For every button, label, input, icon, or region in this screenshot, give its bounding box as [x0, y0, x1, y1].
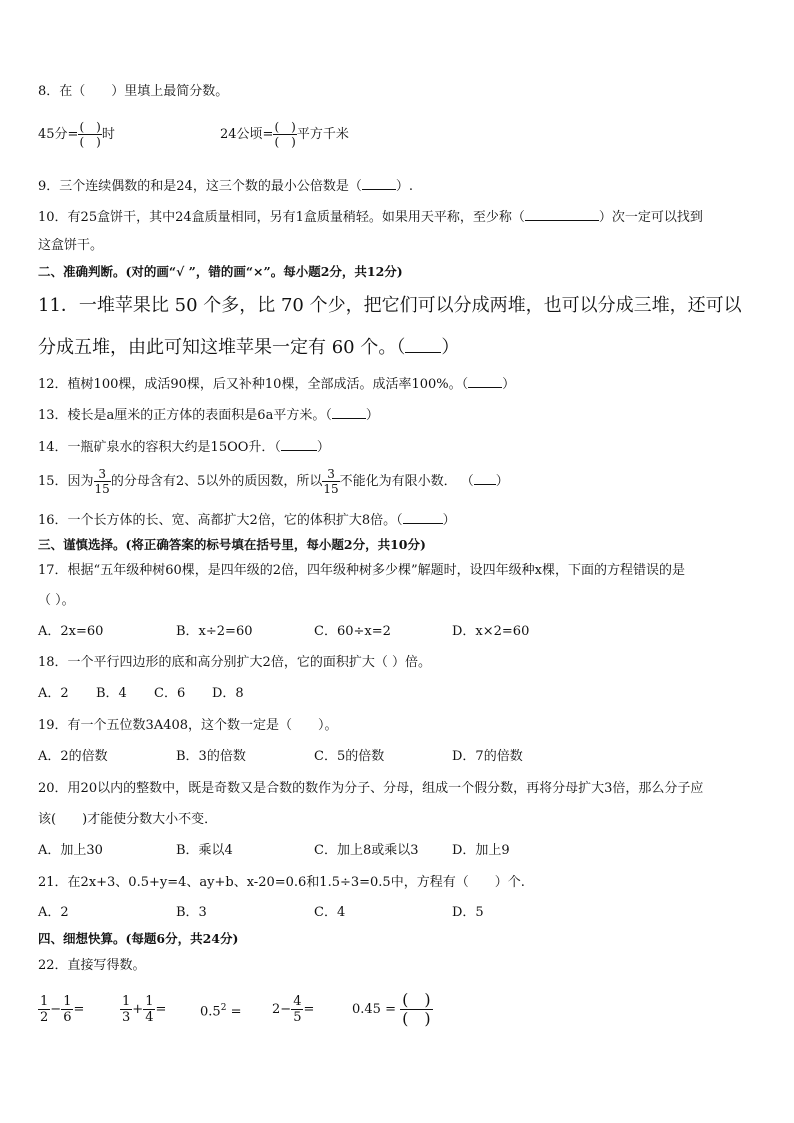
q18-option-a[interactable]: A．2 — [38, 686, 69, 701]
q11-line2: 分成五堆，由此可知这堆苹果一定有 60 个。（ ） — [38, 337, 460, 358]
q18-option-d[interactable]: D．8 — [212, 686, 244, 701]
q21-option-b[interactable]: B．3 — [176, 905, 207, 920]
q13: 13．棱长是a厘米的正方体的表面积是6a平方米。（ ） — [38, 405, 379, 425]
q20-option-d[interactable]: D．加上9 — [452, 843, 510, 858]
q17-line1: 17．根据“五年级种树60棵，是四年级的2倍，四年级种树多少棵”解题时，设四年级种x棵，下面的方程错误的是 — [38, 563, 685, 578]
q8-a-fraction[interactable]: $\frac{( )}{( )}$ — [79, 120, 101, 149]
q19-option-b[interactable]: B．3的倍数 — [176, 749, 246, 764]
q13-answer-blank[interactable] — [332, 405, 366, 419]
q15-fraction-2: $\frac{3}{15}$ — [323, 467, 339, 496]
section-4-heading: 四、细想快算。(每题6分，共24分) — [38, 931, 239, 946]
q9: 9．三个连续偶数的和是24，这三个数的最小公倍数是（ ）. — [38, 176, 413, 196]
q12: 12．植树100棵，成活90棵，后又补种10棵，全部成活。成活率100%。（ ） — [38, 374, 515, 394]
q8-b-left: 24公顷= — [220, 127, 274, 142]
q22-expr-4: 2− $\frac{4}{5}$ = — [272, 994, 315, 1025]
q10-line1: 10．有25盒饼干，其中24盒质量相同，另有1盒质量稍轻。如果用天平称，至少称（ ）次一定可以找到 — [38, 207, 703, 227]
q20-option-b[interactable]: B．乘以4 — [176, 843, 233, 858]
q15-answer-blank[interactable] — [474, 471, 496, 485]
q8-a-right: 时 — [101, 127, 115, 142]
q12-answer-blank[interactable] — [468, 374, 502, 388]
q16: 16．一个长方体的长、宽、高都扩大2倍，它的体积扩大8倍。（ ） — [38, 510, 456, 530]
q17-line2: （ ）。 — [38, 593, 75, 608]
q8-part-a — [38, 121, 115, 148]
q9-answer-blank[interactable] — [362, 176, 396, 190]
q19: 19．有一个五位数3A408，这个数一定是（ ）。 — [38, 718, 338, 733]
section-3-heading: 三、谨慎选择。(将正确答案的标号填在括号里，每小题2分，共10分) — [38, 537, 426, 552]
q8-part-b — [220, 121, 349, 148]
q21: 21．在2x+3、0.5+y=4、ay+b、x-20=0.6和1.5÷3=0.5中，方程有（ ）个. — [38, 875, 525, 890]
q22-stem: 22．直接写得数。 — [38, 958, 146, 973]
q17-option-d[interactable]: D．x×2=60 — [452, 624, 530, 639]
q20-option-a[interactable]: A．加上30 — [38, 843, 103, 858]
q17-option-c[interactable]: C．60÷x=2 — [314, 624, 391, 639]
q18-option-c[interactable]: C．6 — [154, 686, 186, 701]
q17-option-b[interactable]: B．x÷2=60 — [176, 624, 253, 639]
q8-b-fraction[interactable]: $\frac{( )}{( )}$ — [274, 120, 296, 149]
q19-option-d[interactable]: D．7的倍数 — [452, 749, 523, 764]
q17-option-a[interactable]: A．2x=60 — [38, 624, 104, 639]
q20-line1: 20．用20以内的整数中，既是奇数又是合数的数作为分子、分母，组成一个假分数，再将分母扩大3倍，那么分子应 — [38, 781, 704, 796]
q21-option-d[interactable]: D．5 — [452, 905, 484, 920]
q16-answer-blank[interactable] — [403, 510, 443, 524]
q22-answer-fraction[interactable]: $\frac{( )}{( )}$ — [402, 990, 431, 1028]
q15: 15．因为 $\frac{3}{15}$ 的分母含有2、5以外的质因数，所以 $\frac{3}{15}$ 不能化为有限小数． （ ） — [38, 467, 509, 496]
q11-answer-blank[interactable] — [405, 335, 441, 353]
q15-fraction-1: $\frac{3}{15}$ — [94, 467, 110, 496]
q18: 18．一个平行四边形的底和高分别扩大2倍，它的面积扩大（ ）倍。 — [38, 655, 431, 670]
q20-option-c[interactable]: C．加上8或乘以3 — [314, 843, 419, 858]
q11-line1: 11．一堆苹果比 50 个多，比 70 个少，把它们可以分成两堆，也可以分成三堆，还可以 — [38, 295, 742, 316]
q22-expr-3: $0.5^2$ = — [200, 1003, 242, 1020]
q14: 14．一瓶矿泉水的容积大约是15OO升．（ ） — [38, 437, 330, 457]
q8-b-right: 平方千米 — [296, 127, 349, 142]
q21-option-a[interactable]: A．2 — [38, 905, 69, 920]
q19-option-c[interactable]: C．5的倍数 — [314, 749, 385, 764]
q8-stem: 8．在（ ）里填上最简分数。 — [38, 84, 229, 99]
q19-option-a[interactable]: A．2的倍数 — [38, 749, 108, 764]
q21-option-c[interactable]: C．4 — [314, 905, 346, 920]
q22-expr-1: $\frac{1}{2}$ − $\frac{1}{6}$ = — [40, 994, 85, 1025]
q22-expr-5: 0.45 = $\frac{( )}{( )}$ — [352, 990, 431, 1028]
q10-answer-blank[interactable] — [525, 207, 599, 221]
q20-line2: 该( )才能使分数大小不变． — [38, 812, 218, 827]
q18-option-b[interactable]: B．4 — [96, 686, 127, 701]
q22-expr-2: $\frac{1}{3}$ + $\frac{1}{4}$ = — [122, 994, 167, 1025]
q8-a-left: 45分= — [38, 127, 79, 142]
q14-answer-blank[interactable] — [281, 437, 317, 451]
q10-line2: 这盒饼干。 — [38, 238, 104, 253]
section-2-heading: 二、准确判断。(对的画“√ ”，错的画“×”。每小题2分，共12分) — [38, 264, 403, 279]
